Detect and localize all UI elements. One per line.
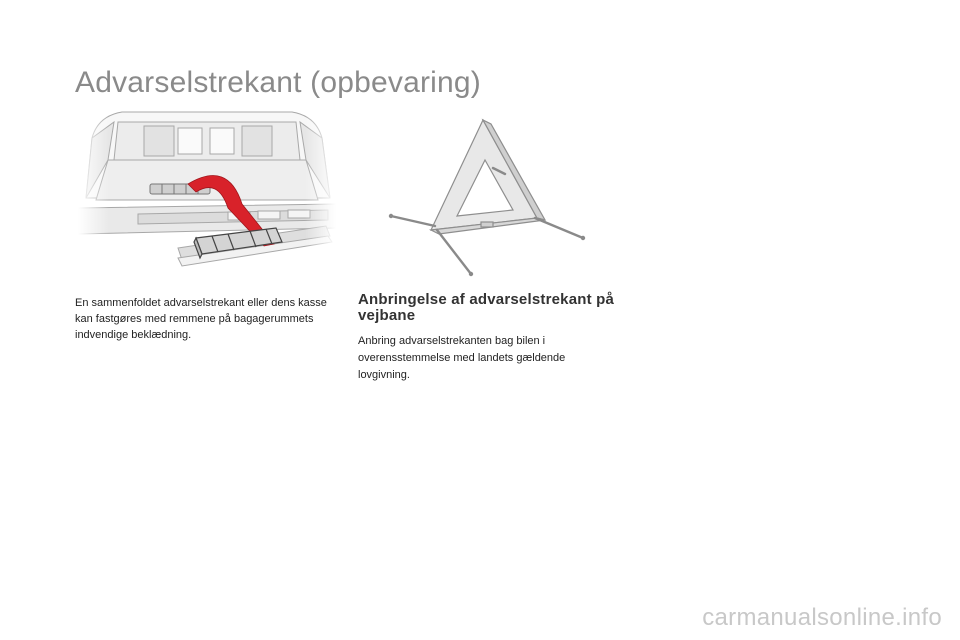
page-title: Advarselstrekant (opbevaring) [75, 66, 481, 99]
section-heading: Anbringelse af advarselstrekant på vejbane [358, 291, 615, 324]
trunk-storage-text: En sammenfoldet advarselstrekant eller dens kasse kan fastgøres med remmene på bagagerummets indvendige beklædning. [75, 297, 327, 341]
section-body: Anbring advarselstrekanten bag bilen i overensstemmelse med landets gældende lovgivning. [358, 335, 566, 381]
car-trunk-illustration [78, 108, 336, 276]
watermark-link[interactable]: carmanualsonline.info [702, 604, 942, 631]
warning-triangle-illustration [385, 114, 590, 282]
right-column [358, 292, 620, 384]
left-column [75, 295, 337, 343]
